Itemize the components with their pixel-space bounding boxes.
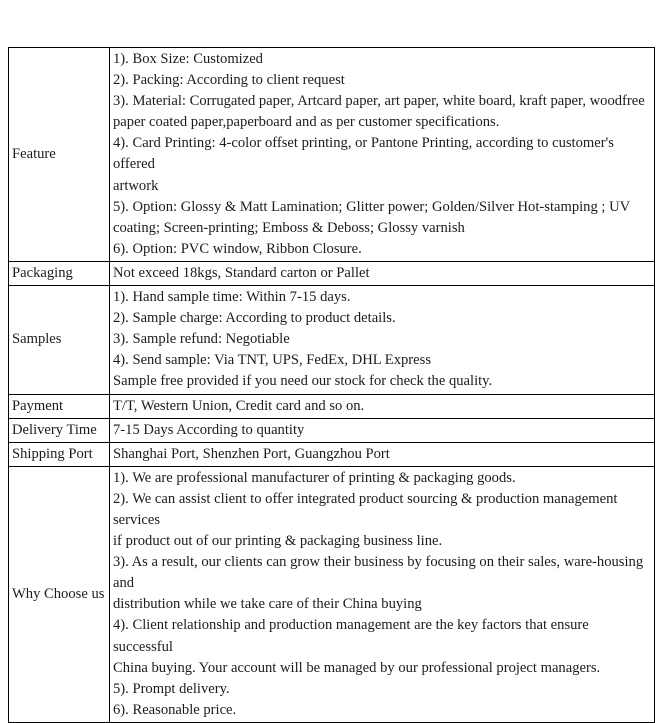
row-label: Feature	[9, 48, 110, 262]
content-line: Not exceed 18kgs, Standard carton or Pallet	[113, 264, 370, 281]
product-spec-table	[8, 47, 655, 723]
content-line: 7-15 Days According to quantity	[113, 421, 305, 438]
content-line: if product out of our printing & packaging business line.	[113, 533, 443, 550]
spec-table-body	[9, 48, 655, 723]
table-row	[9, 442, 655, 466]
content-line: 6). Reasonable price.	[113, 701, 237, 718]
row-label: Shipping Port	[9, 442, 110, 466]
row-content	[110, 418, 655, 442]
content-line: China buying. Your account will be managed by our professional project managers.	[113, 659, 601, 676]
content-line: 3). As a result, our clients can grow their business by focusing on their sales, ware-housing and	[113, 554, 644, 592]
content-line: 1). We are professional manufacturer of printing & packaging goods.	[113, 469, 516, 486]
row-label: Why Choose us	[9, 466, 110, 722]
content-line: artwork	[113, 177, 159, 194]
content-line: coating; Screen-printing; Emboss & Deboss; Glossy varnish	[113, 219, 465, 236]
content-line: 4). Client relationship and production management are the key factors that ensure successful	[113, 617, 589, 655]
row-label: Samples	[9, 286, 110, 394]
table-row	[9, 48, 655, 262]
content-line: 2). We can assist client to offer integrated product sourcing & production management services	[113, 490, 618, 528]
content-line: 5). Prompt delivery.	[113, 680, 230, 697]
content-line: paper coated paper,paperboard and as per customer specifications.	[113, 114, 500, 131]
row-label: Packaging	[9, 261, 110, 285]
row-content	[110, 466, 655, 722]
content-line: 3). Material: Corrugated paper, Artcard paper, art paper, white board, kraft paper, woodfree	[113, 93, 645, 110]
content-line: distribution while we take care of their China buying	[113, 596, 422, 613]
content-line: 6). Option: PVC window, Ribbon Closure.	[113, 240, 362, 257]
content-line: 4). Card Printing: 4-color offset printing, or Pantone Printing, according to customer's offered	[113, 135, 614, 173]
content-line: 3). Sample refund: Negotiable	[113, 331, 290, 348]
content-line: 4). Send sample: Via TNT, UPS, FedEx, DHL Express	[113, 352, 431, 369]
content-line: 1). Hand sample time: Within 7-15 days.	[113, 289, 351, 306]
content-line: 2). Sample charge: According to product details.	[113, 310, 396, 327]
table-row	[9, 394, 655, 418]
row-content	[110, 48, 655, 262]
content-line: T/T, Western Union, Credit card and so on.	[113, 397, 365, 414]
product-spec-table-container	[8, 47, 655, 723]
row-label: Delivery Time	[9, 418, 110, 442]
row-content	[110, 394, 655, 418]
row-content	[110, 286, 655, 394]
table-row	[9, 466, 655, 722]
content-line: 1). Box Size: Customized	[113, 51, 263, 67]
table-row	[9, 261, 655, 285]
table-row	[9, 418, 655, 442]
row-content	[110, 261, 655, 285]
content-line: 2). Packing: According to client request	[113, 72, 345, 89]
table-row	[9, 286, 655, 394]
row-label: Payment	[9, 394, 110, 418]
content-line: Sample free provided if you need our stock for check the quality.	[113, 373, 493, 390]
content-line: Shanghai Port, Shenzhen Port, Guangzhou Port	[113, 445, 390, 462]
content-line: 5). Option: Glossy & Matt Lamination; Glitter power; Golden/Silver Hot-stamping ; UV	[113, 198, 631, 215]
row-content	[110, 442, 655, 466]
